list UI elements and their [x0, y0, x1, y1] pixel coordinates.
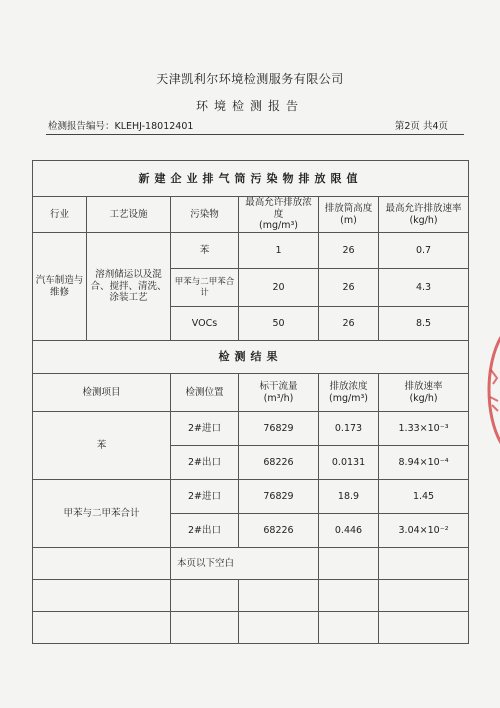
- report-title: 环境检测报告: [195, 99, 304, 113]
- col-item-header: 检测项目: [33, 374, 171, 412]
- rate-cell: 4.3: [379, 269, 469, 307]
- flow-unit: (m³/h): [263, 392, 294, 404]
- page-number: 第2页 共4页: [394, 121, 448, 132]
- limits-section-title: 新建企业排气筒污染物排放限值: [33, 161, 469, 197]
- table-row: [33, 233, 469, 269]
- max-rate-unit: (kg/h): [409, 214, 438, 226]
- col-rate-header: [379, 374, 469, 412]
- max-conc-label: 最高允许排放浓度: [245, 197, 312, 220]
- company-name: 天津凯利尔环境检测服务有限公司: [156, 72, 344, 86]
- rate-cell: 0.7: [379, 233, 469, 269]
- height-cell: 26: [319, 233, 379, 269]
- rate-cell: 3.04×10⁻²: [379, 514, 469, 548]
- conc-unit: (mg/m³): [329, 392, 368, 404]
- conc-cell: 50: [239, 307, 319, 341]
- table-row: [33, 580, 469, 612]
- flow-label: 标干流量: [259, 381, 298, 393]
- pollutant-cell: 苯: [171, 233, 239, 269]
- process-cell: 溶剂储运以及混合、搅拌、清洗、涂装工艺: [87, 233, 171, 341]
- conc-label: 排放浓度: [329, 381, 368, 393]
- flow-cell: 68226: [239, 514, 319, 548]
- item-cell: 甲苯与二甲苯合计: [33, 480, 171, 548]
- col-max-rate-header: [379, 197, 469, 233]
- rate-cell: 1.45: [379, 480, 469, 514]
- report-table: [32, 160, 469, 644]
- item-cell: 苯: [33, 412, 171, 480]
- flow-cell: 76829: [239, 412, 319, 446]
- rate-unit: (kg/h): [409, 392, 438, 404]
- rate-cell: 8.5: [379, 307, 469, 341]
- rate-label: 排放速率: [404, 381, 443, 393]
- max-conc-unit: (mg/m³): [259, 220, 298, 232]
- height-cell: 26: [319, 307, 379, 341]
- height-cell: 26: [319, 269, 379, 307]
- pollutant-cell: 甲苯与二甲苯合计: [171, 269, 239, 307]
- table-row: [33, 412, 469, 446]
- conc-cell: 18.9: [319, 480, 379, 514]
- col-industry-header: 行业: [33, 197, 87, 233]
- results-section-title: 检测结果: [33, 341, 469, 374]
- col-process-header: 工艺设施: [87, 197, 171, 233]
- rate-cell: 1.33×10⁻³: [379, 412, 469, 446]
- flow-cell: 68226: [239, 446, 319, 480]
- conc-cell: 20: [239, 269, 319, 307]
- table-row: [33, 612, 469, 644]
- location-cell: 2#进口: [171, 412, 239, 446]
- col-conc-header: [319, 374, 379, 412]
- col-stack-height-header: [319, 197, 379, 233]
- blank-note: 本页以下空白: [171, 548, 319, 580]
- rate-cell: 8.94×10⁻⁴: [379, 446, 469, 480]
- col-flow-header: [239, 374, 319, 412]
- table-row: [33, 480, 469, 514]
- location-cell: 2#出口: [171, 446, 239, 480]
- location-cell: 2#出口: [171, 514, 239, 548]
- industry-cell: 汽车制造与维修: [33, 233, 87, 341]
- stack-height-label: 排放筒高度: [324, 203, 373, 215]
- conc-cell: 0.173: [319, 412, 379, 446]
- conc-cell: 1: [239, 233, 319, 269]
- stamp-fragment: [481, 335, 500, 445]
- conc-cell: 0.446: [319, 514, 379, 548]
- flow-cell: 76829: [239, 480, 319, 514]
- table-row: [33, 548, 469, 580]
- report-number: 检测报告编号：KLEHJ-18012401: [48, 121, 194, 132]
- col-max-conc-header: [239, 197, 319, 233]
- col-location-header: 检测位置: [171, 374, 239, 412]
- conc-cell: 0.0131: [319, 446, 379, 480]
- max-rate-label: 最高允许排放速率: [385, 203, 462, 215]
- header-rule: [46, 134, 464, 135]
- col-pollutant-header: 污染物: [171, 197, 239, 233]
- location-cell: 2#进口: [171, 480, 239, 514]
- stack-height-unit: (m): [340, 214, 357, 226]
- pollutant-cell: VOCs: [171, 307, 239, 341]
